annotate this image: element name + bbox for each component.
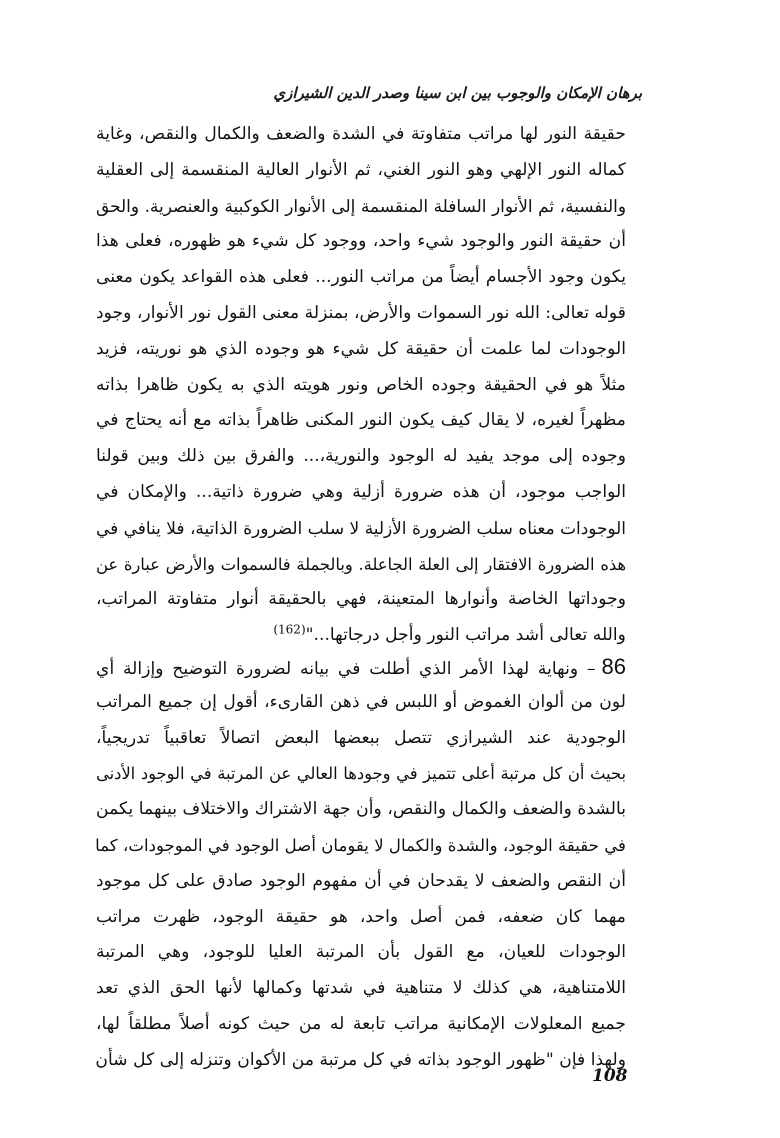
paragraph-86 bbox=[96, 649, 626, 1079]
text-line: مهما كان ضعفه، فمن أصل واحد، هو حقيقة الوجود، ظهرت مراتب bbox=[96, 906, 626, 927]
text-line: كماله النور الإلهي وهو النور الغني، ثم الأنوار العالية المنقسمة إلى العقلية bbox=[96, 159, 626, 180]
text-line: يكون وجود الأجسام أيضاً من مراتب النور... فعلى هذه القواعد يكون معنى bbox=[96, 267, 626, 288]
text-line: اللامتناهية، هي كذلك لا متناهية في شدتها وكمالها لأنها الحق الذي تعد bbox=[96, 978, 626, 999]
running-header: برهان الإمكان والوجوب بين ابن سينا وصدر الدين الشيرازي bbox=[273, 84, 642, 102]
text-line: الوجودية عند الشيرازي تتصل ببعضها البعض اتصالاً تعاقبياً تدريجياً، bbox=[96, 727, 626, 748]
text-line: الوجودات معناه سلب الضرورة الأزلية لا سلب الضرورة الذاتية، فلا ينافي في bbox=[96, 517, 626, 538]
text-line: جميع المعلولات الإمكانية مراتب تابعة له من حيث كونه أصلاً مطلقاً لها، bbox=[96, 1013, 626, 1034]
text-line: والنفسية، ثم الأنوار السافلة المنقسمة إلى الأنوار الكوكبية والعنصرية. والحق bbox=[96, 195, 626, 216]
text-line: الوجودات لما علمت أن حقيقة كل شيء هو وجوده الذي هو نوريته، فزيد bbox=[96, 338, 626, 359]
text-line: مثلاً هو في الحقيقة وجوده الخاص ونور هويته الذي به يكون ظاهرا بذاته bbox=[96, 374, 626, 395]
text-line: بالشدة والضعف والكمال والنقص، وأن جهة الاشتراك والاختلاف بينهما يكمن bbox=[96, 799, 626, 820]
text-line: مظهراً لغيره، لا يقال كيف يكون النور المكنى ظاهراً بذاته مع أنه يحتاج في bbox=[96, 410, 626, 431]
text-line: ولهذا فإن "ظهور الوجود بذاته في كل مرتبة من الأكوان وتنزله إلى كل شأن bbox=[95, 1049, 626, 1070]
page-number: 108 bbox=[592, 1066, 628, 1086]
text-line: في حقيقة الوجود، والشدة والكمال لا يقومان أصل الوجود في الموجودات، كما bbox=[95, 835, 626, 855]
footnote-reference: (162) bbox=[273, 622, 306, 637]
quote-closing-text: والله تعالى أشد مراتب النور وأجل درجاتها..." bbox=[305, 625, 626, 646]
paragraph-number: 86 bbox=[601, 654, 626, 679]
text-line: حقيقة النور لها مراتب متفاوتة في الشدة والضعف والكمال والنقص، وغاية bbox=[96, 124, 626, 144]
text-line: بحيث أن كل مرتبة أعلى تتميز في وجودها العالي عن المرتبة في الوجود الأدنى bbox=[96, 764, 626, 784]
text-line: أن حقيقة النور والوجود شيء واحد، ووجود كل شيء هو ظهوره، فعلى هذا bbox=[96, 231, 626, 252]
text-line: الواجب موجود، أن هذه ضرورة أزلية وهي ضرورة ذاتية... والإمكان في bbox=[96, 481, 626, 502]
text-line: وجوداتها الخاصة وأنوارها المتعينة، فهي بالحقيقة أنوار متفاوتة المراتب، bbox=[96, 589, 626, 610]
text-line: وجوده إلى موجد يفيد له الوجود والنورية،... والفرق بين ذلك وبين قولنا bbox=[96, 446, 626, 467]
text-line: الوجودات للعيان، مع القول بأن المرتبة العليا للوجود، وهي المرتبة bbox=[96, 942, 626, 963]
quotation-block bbox=[96, 117, 626, 654]
text-line: لون من ألوان الغموض أو اللبس في ذهن القارىء، أقول إن جميع المراتب bbox=[96, 691, 626, 712]
paragraph-first-line: – ونهاية لهذا الأمر الذي أطلت في بيانه لضرورة التوضيح وإزالة أي bbox=[96, 659, 596, 679]
text-line: قوله تعالى: الله نور السموات والأرض، بمنزلة معنى القول نور الأنوار، وجود bbox=[95, 302, 626, 323]
text-line: هذه الضرورة الافتقار إلى العلة الجاعلة. وبالجملة فالسموات والأرض عبارة عن bbox=[96, 554, 626, 574]
text-line: أن النقص والضعف لا يقدحان في أن مفهوم الوجود صادق على كل موجود bbox=[96, 870, 626, 891]
text-line-first bbox=[96, 649, 626, 685]
